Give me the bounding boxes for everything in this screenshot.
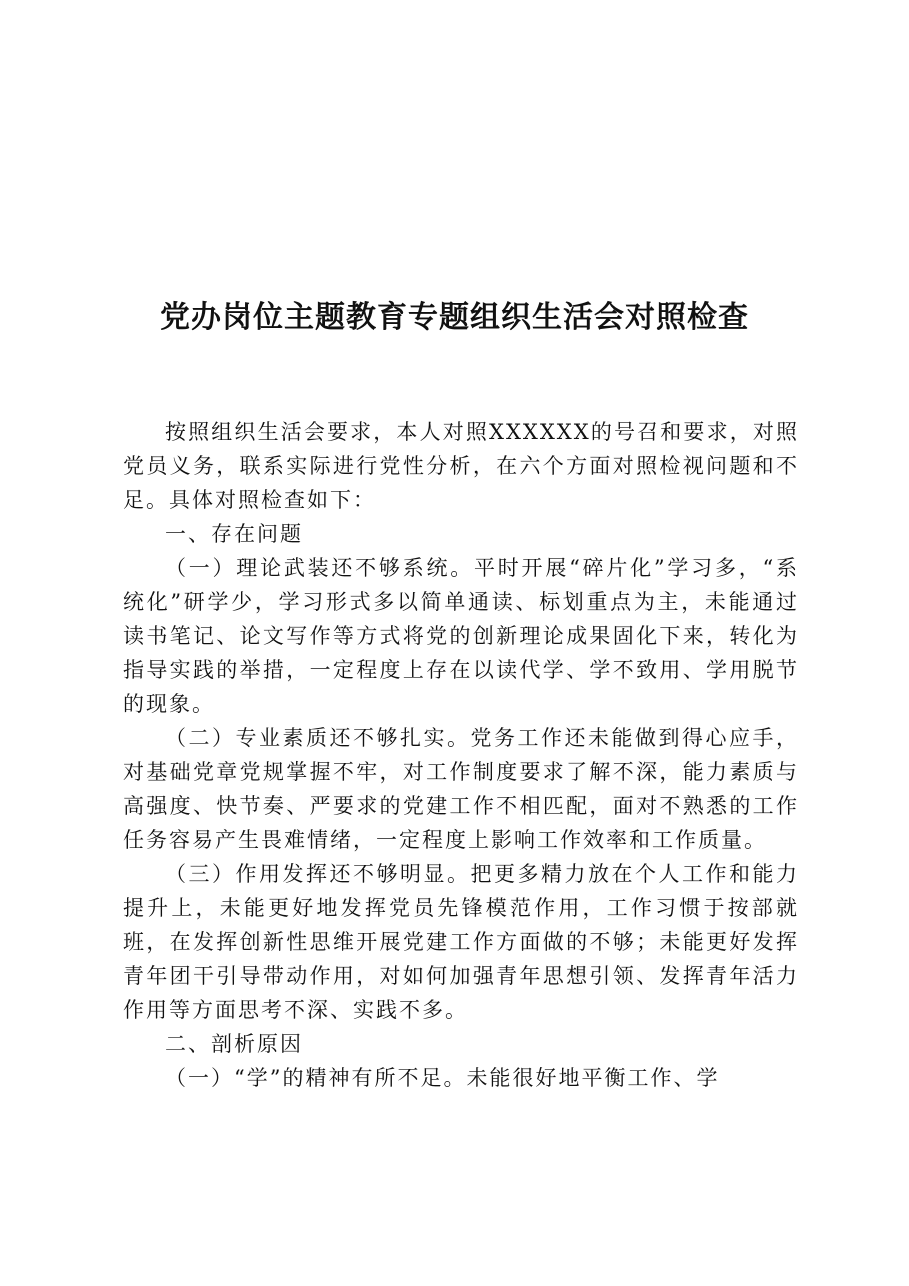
problem-paragraph-1: （一）理论武装还不够系统。平时开展“碎片化”学习多，“系统化”研学少，学习形式多以简单通读、标划重点为主，未能通过读书笔记、论文写作等方式将党的创新理论成果固化下来，转化为指导实践的举措，一定程度上存在以读代学、学不致用、学用脱节的现象。 <box>123 556 799 716</box>
problem-paragraph-2: （二）专业素质还不够扎实。党务工作还未能做到得心应手，对基础党章党规掌握不牢，对工作制度要求了解不深，能力素质与高强度、快节奏、严要求的党建工作不相匹配，面对不熟悉的工作任务容易产生畏难情绪，一定程度上影响工作效率和工作质量。 <box>123 726 799 852</box>
intro-paragraph: 按照组织生活会要求，本人对照XXXXXX的号召和要求，对照党员义务，联系实际进行党性分析，在六个方面对照检视问题和不足。具体对照检查如下： <box>123 420 799 512</box>
problem-paragraph-3: （三）作用发挥还不够明显。把更多精力放在个人工作和能力提升上，未能更好地发挥党员先锋模范作用，工作习惯于按部就班，在发挥创新性思维开展党建工作方面做的不够；未能更好发挥青年团干引导带动作用，对如何加强青年思想引领、发挥青年活力作用等方面思考不深、实践不多。 <box>123 862 799 1022</box>
document-title: 党办岗位主题教育专题组织生活会对照检查 <box>160 300 749 335</box>
section-heading-causes: 二、剖析原因 <box>165 1032 303 1056</box>
document-body <box>123 415 799 1095</box>
section-heading-problems: 一、存在问题 <box>165 522 303 546</box>
cause-paragraph-1: （一）“学”的精神有所不足。未能很好地平衡工作、学 <box>165 1066 720 1090</box>
